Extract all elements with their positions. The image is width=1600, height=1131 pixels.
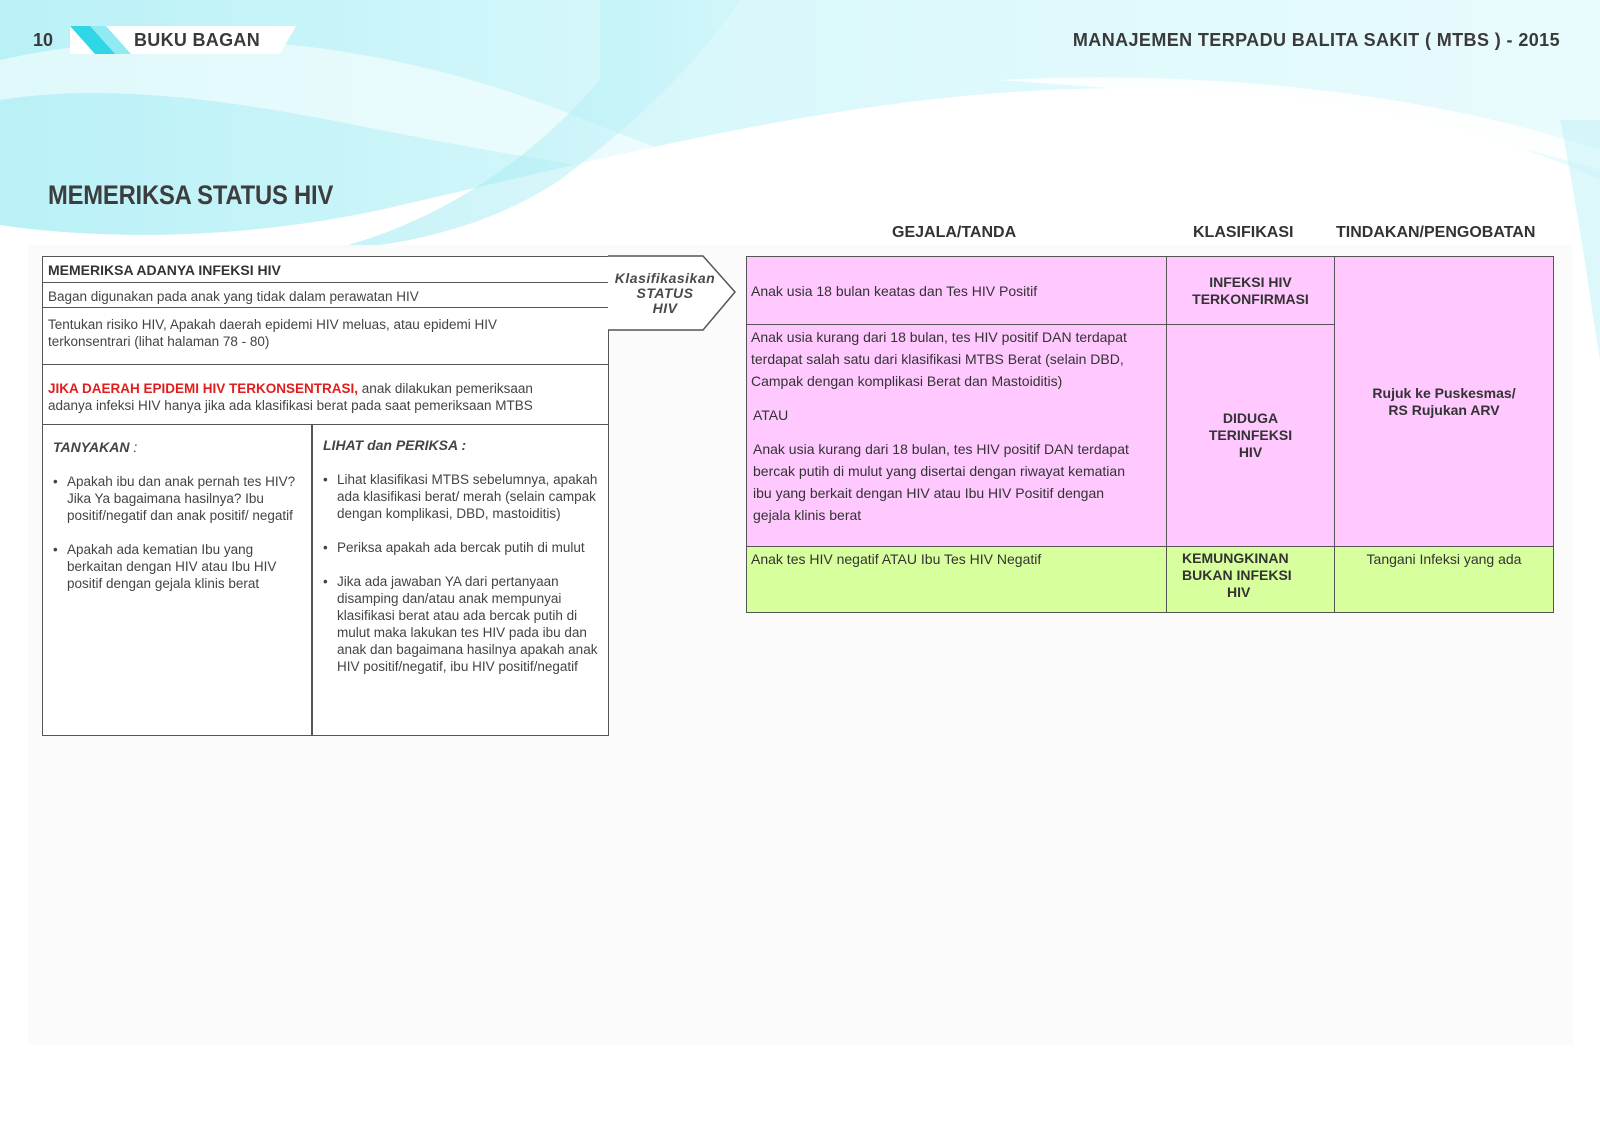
concentrated-epidemic-heading: JIKA DAERAH EPIDEMI HIV TERKONSENTRASI, [48, 381, 359, 396]
ask-item: • Apakah ada kematian Ibu yang berkaitan dengan HIV atau Ibu HIV positif dengan gejala klinis berat [53, 542, 277, 591]
classification-suspected: DIDUGA TERINFEKSI HIV [1166, 324, 1335, 547]
ask-item: • Apakah ibu dan anak pernah tes HIV? Jika Ya bagaimana hasilnya? Ibu positif/negatif dan anak positif/ negatif [53, 474, 296, 523]
symptoms-cell-suspected: Anak usia kurang dari 18 bulan, tes HIV positif DAN terdapat terdapat salah satu dari klasifikasi MTBS Berat (selain DBD, Campak dengan komplikasi Berat dan Mastoiditis) ATAU Anak usia kurang dari 18 bulan, tes HIV positif DAN terdapat bercak putih di mulut yang disertai dengan riwayat kematian ibu yang berkait dengan HIV atau Ibu HIV Positif dengan gejala klinis berat [746, 324, 1167, 547]
usage-note: Bagan digunakan pada anak yang tidak dalam perawatan HIV [43, 283, 608, 308]
column-header-action: TINDAKAN/PENGOBATAN [1336, 224, 1536, 241]
column-header-classification: KLASIFIKASI [1193, 224, 1294, 241]
risk-instruction: Tentukan risiko HIV, Apakah daerah epidemi HIV meluas, atau epidemi HIV terkonsentrari (lihat halaman 78 - 80) [43, 308, 608, 365]
column-header-symptoms: GEJALA/TANDA [892, 224, 1017, 241]
look-column [313, 425, 608, 735]
document-title: MANAJEMEN TERPADU BALITA SAKIT ( MTBS ) - 2015 [1072, 30, 1560, 50]
classification-table [746, 256, 1554, 613]
look-heading: LIHAT dan PERIKSA : [323, 437, 467, 453]
classification-confirmed: INFEKSI HIV TERKONFIRMASI [1166, 256, 1335, 325]
look-item: • Jika ada jawaban YA dari pertanyaan disamping dan/atau anak mempunyai klasifikasi berat atau ada bercak putih di mulut maka lakukan tes HIV pada ibu dan anak dan bagaimana hasilnya apakah anak HIV positif/negatif, ibu HIV positif/negatif [323, 574, 598, 674]
classification-unlikely: KEMUNGKINAN BUKAN INFEKSI HIV [1166, 546, 1335, 613]
or-label: ATAU [753, 407, 789, 423]
symptoms-cell-unlikely: Anak tes HIV negatif ATAU Ibu Tes HIV Negatif [746, 546, 1167, 613]
book-label: BUKU BAGAN [134, 30, 260, 50]
classify-arrow-label: Klasifikasikan STATUS HIV [614, 270, 716, 316]
page-number: 10 [33, 30, 54, 50]
assess-panel-title: MEMERIKSA ADANYA INFEKSI HIV [43, 257, 608, 283]
symptoms-cell-confirmed: Anak usia 18 bulan keatas dan Tes HIV Positif [746, 256, 1167, 325]
assess-panel [42, 256, 609, 736]
look-item: • Periksa apakah ada bercak putih di mulut [323, 540, 585, 555]
concentrated-epidemic-note: JIKA DAERAH EPIDEMI HIV TERKONSENTRASI, anak dilakukan pemeriksaan adanya infeksi HIV hanya jika ada klasifikasi berat pada saat pemeriksaan MTBS [43, 365, 608, 425]
page-title: MEMERIKSA STATUS HIV [48, 180, 334, 210]
look-item: • Lihat klasifikasi MTBS sebelumnya, apakah ada klasifikasi berat/ merah (selain campak dengan komplikasi, DBD, mastoiditis) [323, 472, 598, 521]
action-refer: Rujuk ke Puskesmas/ RS Rujukan ARV [1334, 256, 1554, 547]
ask-column [43, 425, 311, 735]
ask-heading: TANYAKAN : [53, 439, 138, 455]
assess-columns [43, 425, 608, 735]
action-treat-infection: Tangani Infeksi yang ada [1334, 546, 1554, 613]
